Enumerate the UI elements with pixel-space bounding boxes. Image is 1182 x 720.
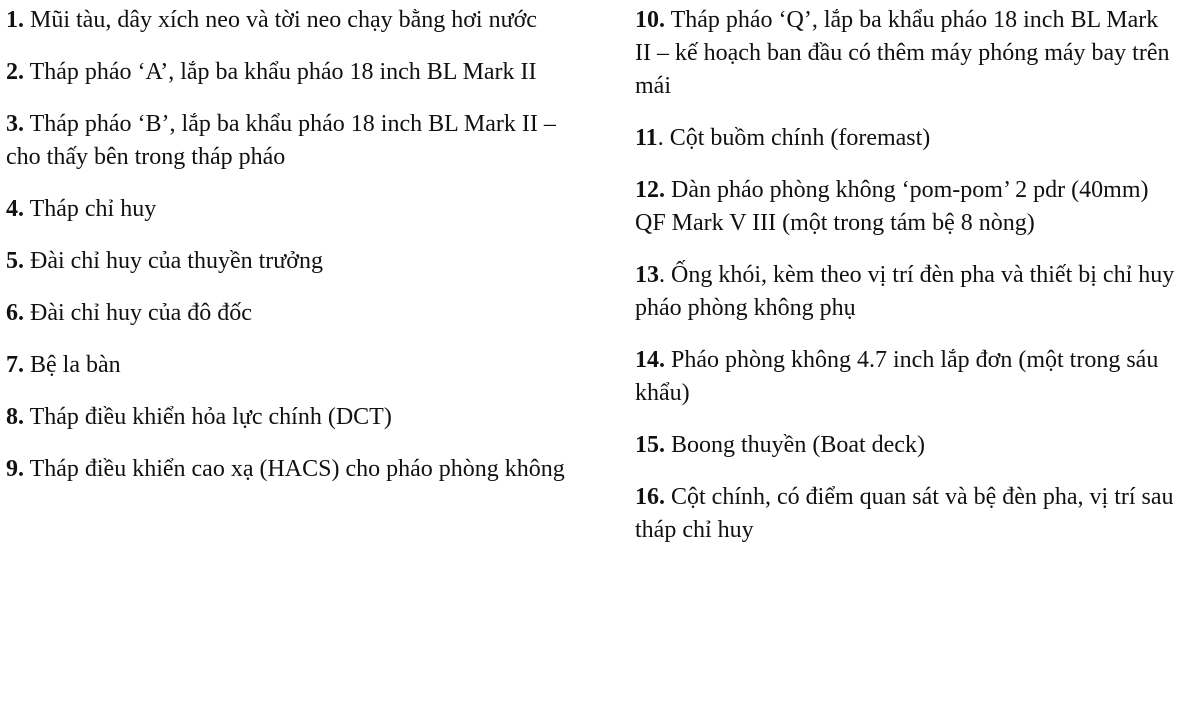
item-number: 8.	[6, 404, 24, 430]
item-text: Tháp pháo ‘Q’, lắp ba khẩu pháo 18 inch BL Mark II – kế hoạch ban đầu có thêm máy phóng máy bay trên mái	[635, 7, 1170, 99]
item-text: . Cột buồm chính (foremast)	[657, 125, 931, 151]
item-text: Đài chỉ huy của thuyền trưởng	[24, 248, 323, 274]
list-item	[6, 4, 566, 37]
list-item	[635, 481, 1180, 547]
left-column	[6, 4, 566, 505]
list-item	[635, 174, 1180, 240]
item-number: 5.	[6, 248, 24, 274]
list-item	[6, 193, 566, 226]
item-number: 3.	[6, 111, 24, 137]
item-number: 11	[635, 125, 658, 151]
item-number: 15.	[635, 432, 665, 458]
item-number: 13	[635, 262, 659, 288]
item-number: 4.	[6, 196, 24, 222]
list-item	[6, 349, 566, 382]
item-text: Tháp điều khiển cao xạ (HACS) cho pháo phòng không	[24, 456, 565, 482]
item-text: Bệ la bàn	[24, 352, 121, 378]
item-text: Tháp pháo ‘A’, lắp ba khẩu pháo 18 inch BL Mark II	[24, 59, 537, 85]
item-text: Dàn pháo phòng không ‘pom-pom’ 2 pdr (40mm) QF Mark V III (một trong tám bệ 8 nòng)	[635, 177, 1149, 236]
item-number: 12.	[635, 177, 665, 203]
item-text: Cột chính, có điểm quan sát và bệ đèn pha, vị trí sau tháp chỉ huy	[635, 484, 1174, 543]
item-number: 16.	[635, 484, 665, 510]
item-number: 14.	[635, 347, 665, 373]
item-number: 2.	[6, 59, 24, 85]
list-item	[6, 108, 566, 174]
list-item	[6, 453, 566, 486]
list-item	[635, 429, 1180, 462]
item-text: Pháo phòng không 4.7 inch lắp đơn (một trong sáu khẩu)	[635, 347, 1159, 406]
item-text: Tháp điều khiển hỏa lực chính (DCT)	[24, 404, 392, 430]
list-item	[6, 245, 566, 278]
item-text: Đài chỉ huy của đô đốc	[24, 300, 252, 326]
list-item	[635, 122, 1180, 155]
list-item	[6, 297, 566, 330]
list-item	[635, 344, 1180, 410]
list-item	[6, 56, 566, 89]
item-text: Tháp pháo ‘B’, lắp ba khẩu pháo 18 inch BL Mark II – cho thấy bên trong tháp pháo	[6, 111, 556, 170]
list-item	[6, 401, 566, 434]
item-text: Tháp chỉ huy	[24, 196, 157, 222]
item-number: 6.	[6, 300, 24, 326]
item-text: Boong thuyền (Boat deck)	[665, 432, 925, 458]
item-number: 9.	[6, 456, 24, 482]
item-number: 7.	[6, 352, 24, 378]
item-text: Mũi tàu, dây xích neo và tời neo chạy bằng hơi nước	[24, 7, 537, 33]
list-item	[635, 259, 1180, 325]
list-item	[635, 4, 1180, 103]
item-text: . Ống khói, kèm theo vị trí đèn pha và thiết bị chỉ huy pháo phòng không phụ	[635, 262, 1175, 321]
item-number: 10.	[635, 7, 665, 33]
right-column	[635, 4, 1180, 566]
item-number: 1.	[6, 7, 24, 33]
